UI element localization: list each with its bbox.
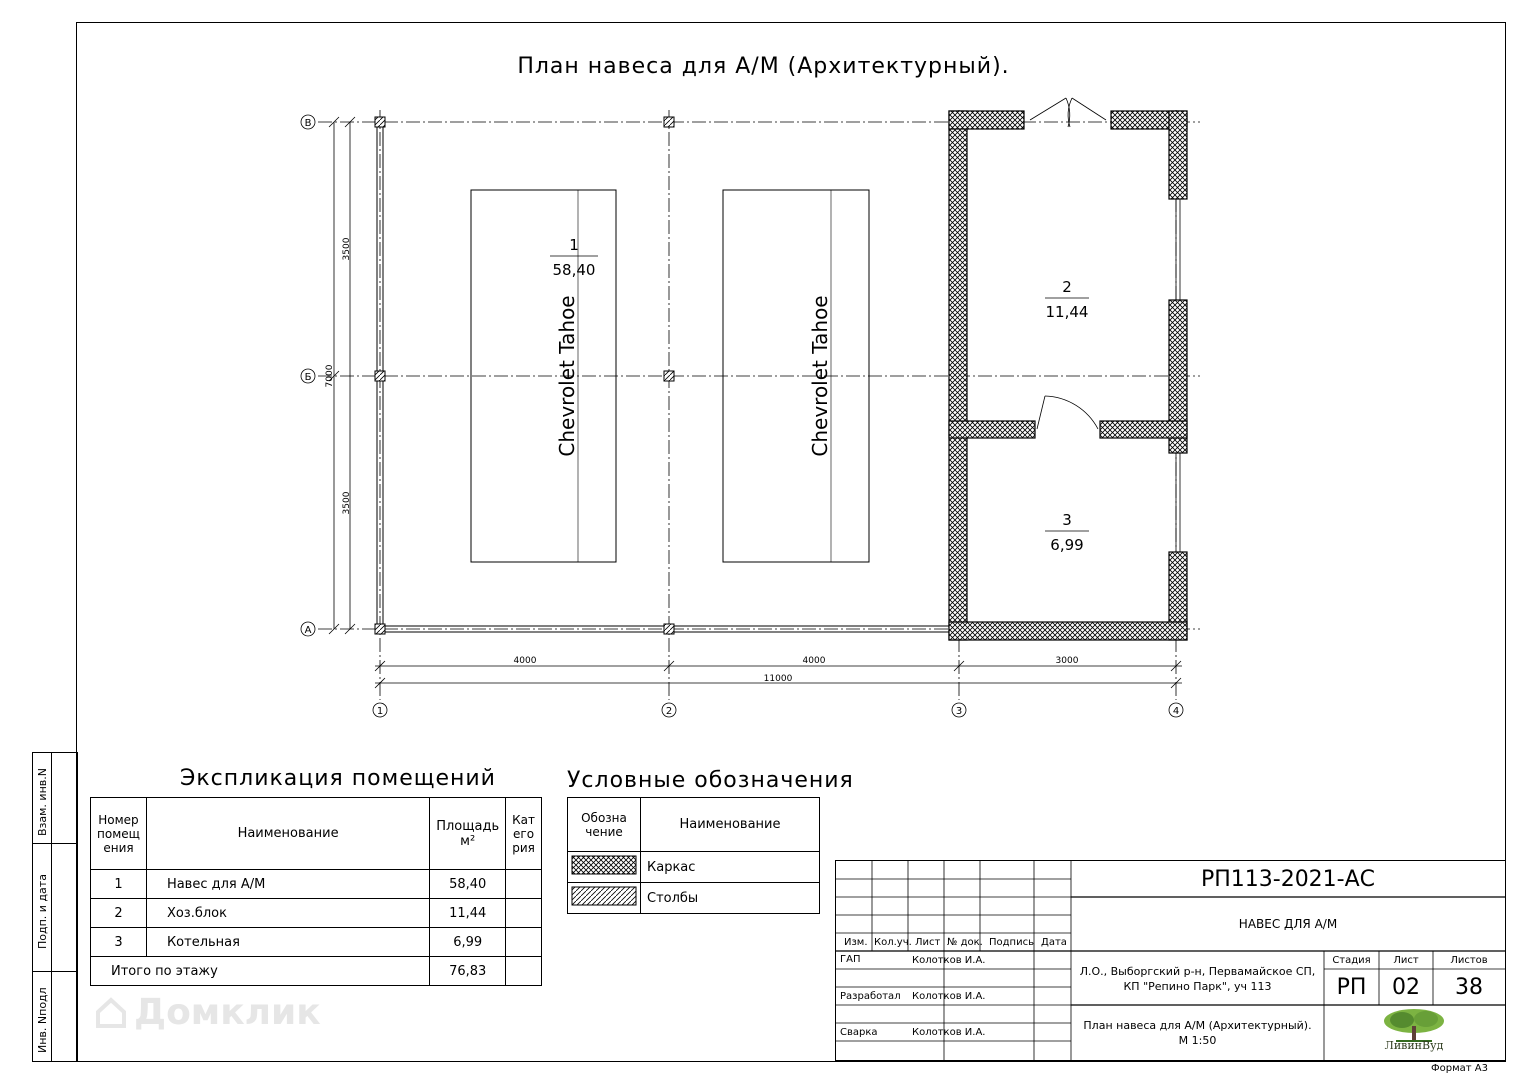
doors [1030,98,1106,429]
col-izm: Изм. [844,937,868,948]
dim-3500-top: 3500 [342,237,352,261]
frame-hatch-swatch [571,855,637,875]
address-line1: Л.О., Выборгский р-н, Первамайское СП, [1079,965,1316,978]
table-row: 3 Котельная 6,99 [91,928,542,957]
dim-3500-bottom: 3500 [342,491,352,515]
dim-4000-left: 4000 [513,656,537,666]
sheets-label: Листов [1450,955,1488,966]
watermark-text: Домклик [134,992,321,1033]
room2-area: 11,44 [1045,303,1089,321]
col-list: Лист [915,937,941,948]
sheet-title-line1: План навеса для А/М (Архитектурный). [1083,1019,1312,1032]
room2-number: 2 [1062,278,1072,296]
explication-table [90,797,542,986]
dim-4000-middle: 4000 [802,656,826,666]
role-developer: Разработал [840,991,901,1002]
legend-title: Условные обозначения [567,768,854,793]
room1-number: 1 [569,236,579,254]
explication-header-area: Площадь м² [430,798,506,870]
explication-header-cat: Кат его рия [506,798,542,870]
col-data: Дата [1041,937,1067,948]
room1-area: 58,40 [552,261,596,279]
axis-row-a: А [304,625,312,636]
axis-row-v: В [304,118,312,129]
document-code: РП113-2021-АС [1200,867,1376,892]
room3-area: 6,99 [1050,536,1084,554]
format-label: Формат А3 [1431,1063,1488,1074]
col-doc: № док. [947,937,983,948]
post-hatch-swatch [571,886,637,906]
side-stamp [32,752,78,1062]
explication-title: Экспликация помещений [180,766,496,791]
total-area: 76,83 [430,957,506,986]
sheet-title-line2: М 1:50 [1178,1034,1217,1047]
stage-value: РП [1336,975,1367,1000]
col-kol: Кол.уч. [874,937,912,948]
side-inv-label: Инв. Nподл [36,987,49,1053]
axis-col-3: 3 [955,706,963,717]
car2-label: Chevrolet Tahoe [808,295,832,457]
logo-text: ЛивинВуд [1384,1039,1444,1052]
name-gap: Колотков И.А. [912,955,986,966]
title-block [835,860,1506,1061]
sheets-value: 38 [1455,975,1483,1000]
house-icon [94,996,128,1030]
axis-row-b: Б [304,372,312,383]
legend-table [567,797,820,914]
dim-3000: 3000 [1055,656,1079,666]
side-podp-label: Подп. и дата [36,874,49,949]
axis-lines [318,110,1200,700]
walls [949,111,1187,640]
room3-number: 3 [1062,511,1072,529]
legend-header-symbol: Обозна чение [568,798,641,852]
sheet-label: Лист [1393,955,1419,966]
table-row: Столбы [568,883,820,914]
axis-col-2: 2 [665,706,673,717]
col-podp: Подпись [989,937,1034,948]
name-welding: Колотков И.А. [912,1027,986,1038]
name-developer: Колотков И.А. [912,991,986,1002]
legend-header-name: Наименование [641,798,820,852]
dim-7000: 7000 [325,364,335,388]
explication-header-name: Наименование [146,798,429,870]
watermark [94,992,321,1033]
side-vzam-label: Взам. инв.N [36,768,49,836]
role-welding: Сварка [840,1027,878,1038]
stage-label: Стадия [1332,955,1371,966]
sheet-value: 02 [1392,975,1420,1000]
total-label: Итого по этажу [91,957,430,986]
role-gap: ГАП [840,954,861,965]
plan-title: План навеса для А/М (Архитектурный). [517,54,1010,79]
table-row: Каркас [568,852,820,883]
table-row: 2 Хоз.блок 11,44 [91,899,542,928]
posts [375,117,674,634]
table-row: 1 Навес для А/М 58,40 [91,870,542,899]
axis-col-4: 4 [1172,706,1180,717]
explication-header-num: Номер помещ ения [91,798,147,870]
axis-col-1: 1 [376,706,384,717]
object-name: НАВЕС ДЛЯ А/М [1238,917,1338,931]
car1-label: Chevrolet Tahoe [555,295,579,457]
address-line2: КП "Репино Парк", уч 113 [1123,980,1272,993]
dim-11000: 11000 [763,674,793,684]
table-total-row [91,957,542,986]
